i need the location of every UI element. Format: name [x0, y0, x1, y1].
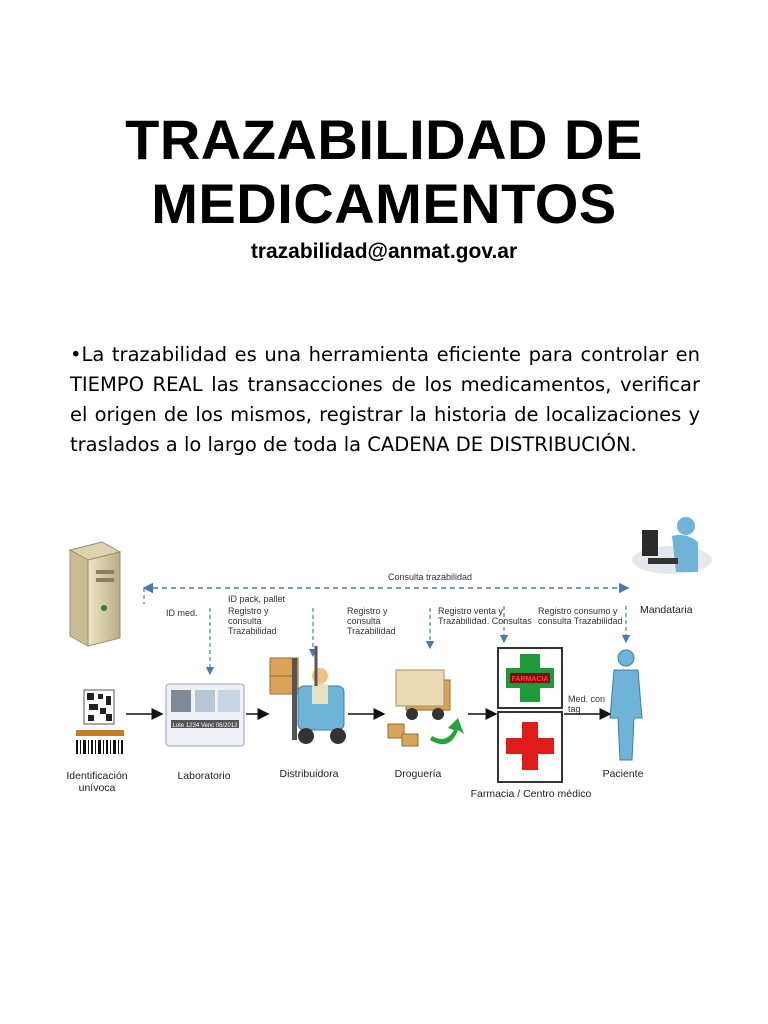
- registro-consulta-2-label: Registro y consulta Trazabilidad: [347, 606, 396, 636]
- drogueria-truck-icon: [388, 670, 464, 746]
- title-text: TRAZABILIDAD DE MEDICAMENTOS: [125, 108, 643, 235]
- traceability-diagram: [58, 508, 708, 808]
- registro-consulta-1-label: Registro y consulta Trazabilidad: [228, 606, 277, 636]
- forklift-icon: [270, 646, 346, 744]
- node-distribuidora-label: Distribuidora: [279, 768, 339, 780]
- node-farmacia-label: Farmacia / Centro médico: [470, 788, 592, 800]
- farmacia-red-cross-icon: [498, 712, 562, 782]
- mandataria-person-icon: [632, 517, 712, 574]
- registro-venta-label: Registro venta y Trazabilidad. Consultas: [438, 606, 532, 626]
- node-paciente-label: Paciente: [602, 768, 644, 780]
- mandataria-label: Mandataria: [640, 604, 693, 616]
- node-laboratorio-label: Laboratorio: [177, 770, 231, 782]
- id-pack-label: ID pack, pallet: [228, 594, 286, 604]
- laboratorio-card-icon: [166, 684, 244, 746]
- page-title: [0, 108, 768, 236]
- diagram-graphics: [58, 508, 708, 808]
- node-identificacion-label: Identificación unívoca: [66, 770, 128, 794]
- email-address: trazabilidad@anmat.gov.ar: [250, 240, 518, 263]
- card-label-text: Lote 1234 Venc 06/2012: [172, 723, 238, 729]
- med-con-tag-label: Med. con tag: [568, 694, 606, 714]
- registro-consumo-label: Registro consumo y consulta Trazabilidad: [538, 606, 623, 626]
- paciente-person-icon: [610, 650, 642, 760]
- barcode-icon: [76, 690, 124, 754]
- server-icon: [70, 542, 120, 646]
- farmacia-sign-text: FARMACIA: [511, 676, 549, 683]
- node-drogueria-label: Droguería: [394, 768, 442, 780]
- consulta-label: Consulta trazabilidad: [388, 572, 473, 582]
- intro-paragraph: •La trazabilidad es una herramienta eficiente para controlar en TIEMPO REAL las transacciones de los medicamentos, verificar el origen de los mismos, registrar la historia de localizaciones y traslados a lo largo de toda la CADENA DE DISTRIBUCIÓN.: [70, 343, 700, 456]
- id-med-label: ID med.: [166, 608, 198, 618]
